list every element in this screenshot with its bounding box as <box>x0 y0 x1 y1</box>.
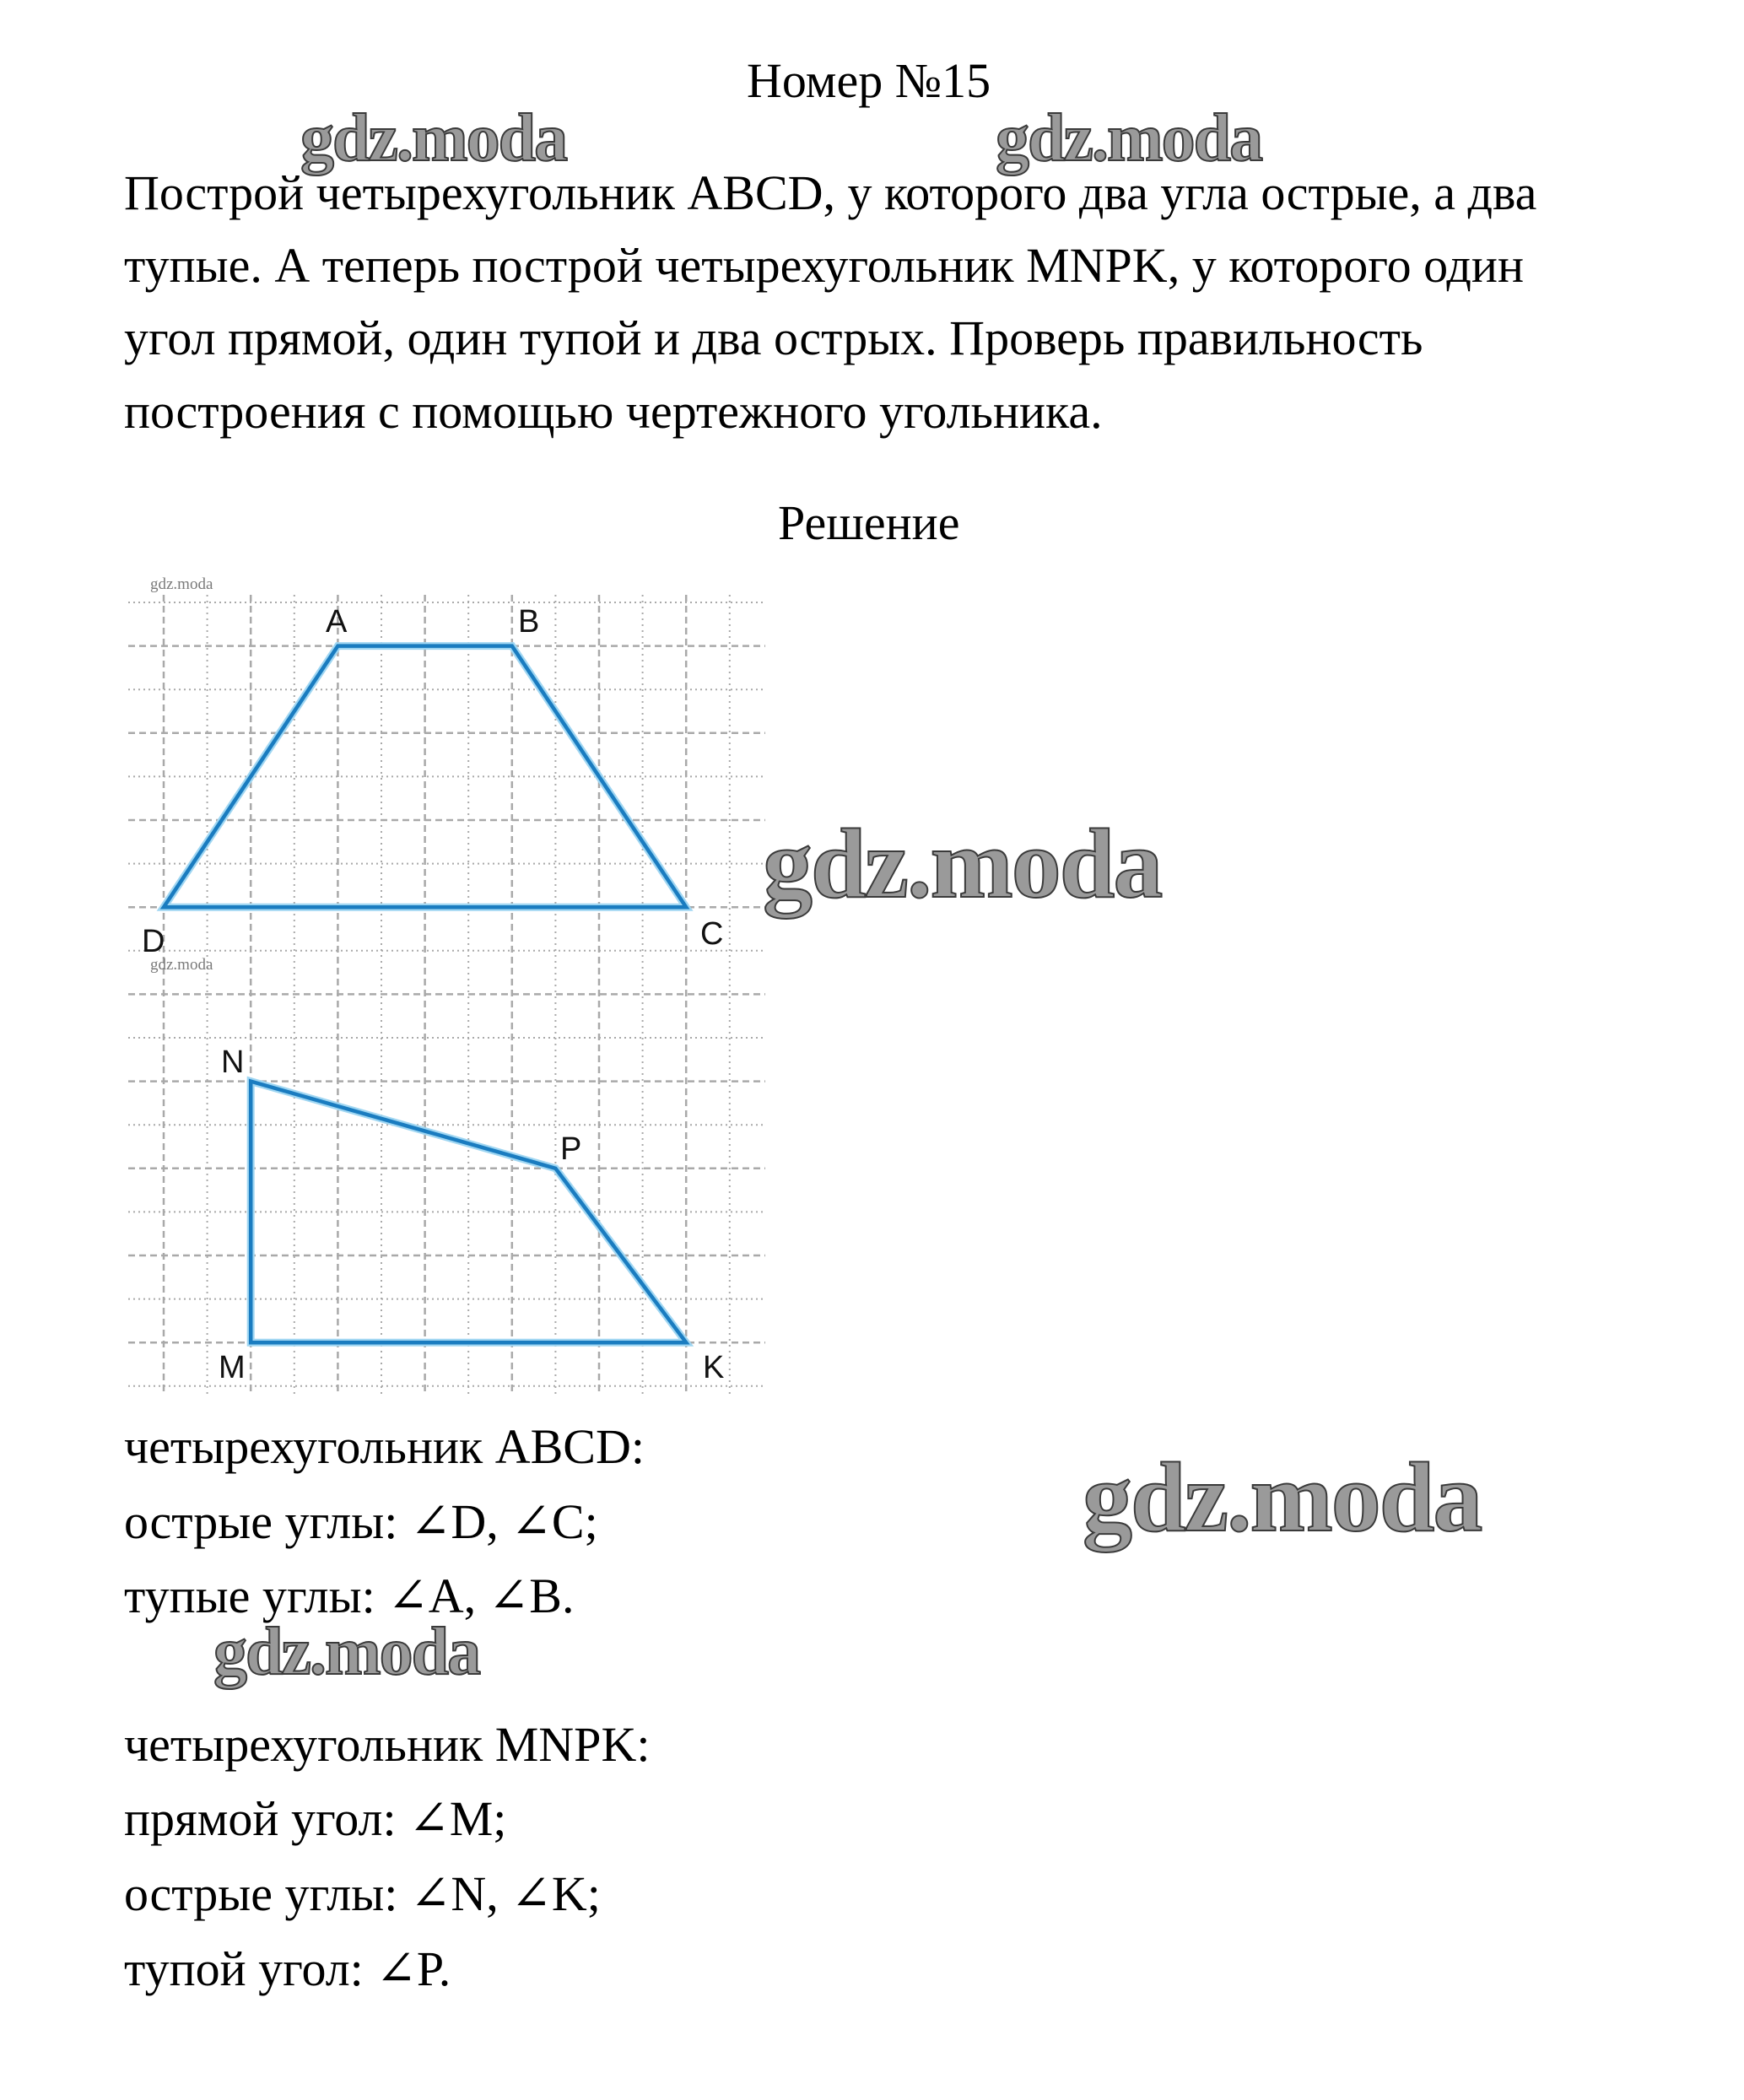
vertex-label-m: M <box>219 1350 246 1385</box>
watermark-small-top: gdz.moda <box>150 575 213 593</box>
abcd-obtuse-angles: тупые углы: ∠A, ∠B. <box>124 1568 575 1623</box>
vertex-label-p: P <box>560 1131 582 1167</box>
task-line-3: угол прямой, один тупой и два острых. Проверь правильность <box>124 310 1423 365</box>
watermark-lower-right: gdz.moda <box>1083 1442 1482 1552</box>
watermark-lower-left: gdz.moda <box>213 1615 480 1689</box>
mnpk-right-angle: прямой угол: ∠M; <box>124 1791 507 1846</box>
mnpk-acute-angles: острые углы: ∠N, ∠K; <box>124 1866 601 1921</box>
vertex-label-n: N <box>221 1045 245 1080</box>
abcd-acute-angles: острые углы: ∠D, ∠C; <box>124 1494 598 1549</box>
vertex-label-d: D <box>142 924 165 959</box>
vertex-label-k: K <box>703 1350 725 1385</box>
vertex-label-c: C <box>700 916 724 952</box>
mnpk-heading: четырехугольник MNPK: <box>124 1717 651 1772</box>
vertex-label-b: B <box>518 604 540 640</box>
watermark-small-middle: gdz.moda <box>150 956 213 974</box>
abcd-heading: четырехугольник ABCD: <box>124 1419 645 1474</box>
watermark-top-left: gdz.moda <box>300 101 567 175</box>
watermark-top-right: gdz.moda <box>996 101 1262 175</box>
grid-lines <box>128 595 765 1395</box>
task-line-4: построения с помощью чертежного угольника. <box>124 384 1103 439</box>
task-line-2: тупые. А теперь построй четырехугольник MNPK, у которого один <box>124 238 1525 293</box>
vertex-label-a: A <box>326 604 348 640</box>
mnpk-obtuse-angle: тупой угол: ∠P. <box>124 1941 451 1996</box>
solution-heading: Решение <box>778 495 960 550</box>
task-line-1: Построй четырехугольник ABCD, у которого два угла острые, а два <box>124 165 1537 220</box>
watermark-middle: gdz.moda <box>763 808 1162 919</box>
page-title: Номер №15 <box>747 53 991 108</box>
